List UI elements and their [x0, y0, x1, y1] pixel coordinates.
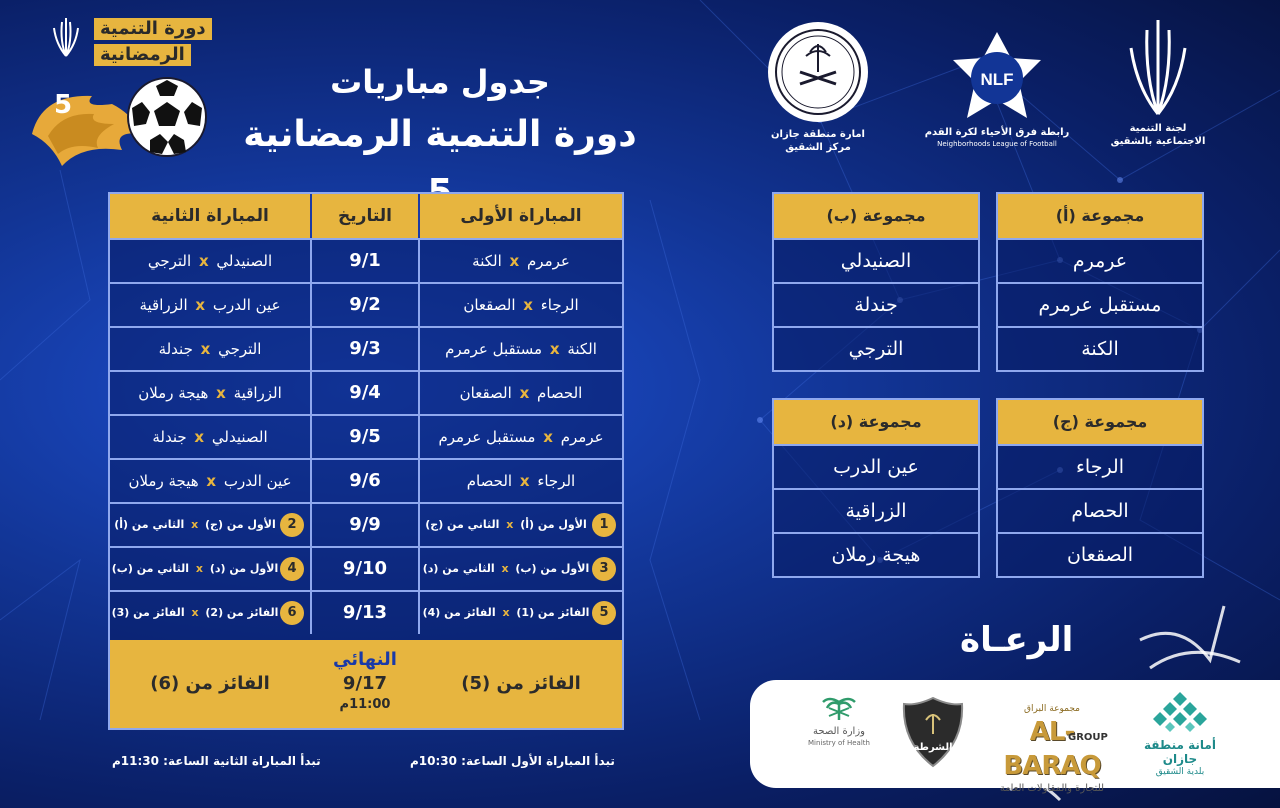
badge-title-line1: دورة التنمية — [94, 18, 212, 40]
team: جندلة — [152, 428, 187, 446]
match-schedule-table — [108, 192, 624, 730]
final-info — [310, 640, 420, 728]
first-match — [420, 504, 622, 546]
group-team: هيجة رملان — [774, 532, 978, 576]
match-date: 9/9 — [310, 504, 420, 546]
second-match — [110, 504, 310, 546]
albaraq-group-logo — [990, 704, 1114, 795]
group-team: الصقعان — [998, 532, 1202, 576]
final-team2: الفائز من (6) — [150, 673, 270, 694]
table-row — [110, 414, 622, 458]
versus-mark: x — [519, 472, 530, 490]
police-logo — [896, 694, 970, 774]
group-team: الرجاء — [998, 444, 1202, 488]
second-match — [110, 240, 310, 282]
team: الصنيدلي — [211, 428, 268, 446]
versus-mark: x — [200, 340, 211, 358]
group-team: الزراقية — [774, 488, 978, 532]
knockout-row — [110, 590, 622, 634]
team: الصقعان — [459, 384, 512, 402]
versus-mark: x — [198, 252, 209, 270]
second-match — [110, 592, 310, 634]
match-date: 9/6 — [310, 460, 420, 502]
match-date: 9/2 — [310, 284, 420, 326]
versus-mark: x — [543, 428, 553, 446]
team: الفائز من (1) — [516, 606, 590, 619]
group-team: الترجي — [774, 326, 978, 370]
group-team: جندلة — [774, 282, 978, 326]
versus-mark: x — [506, 518, 514, 531]
committee-caption-line2: الاجتماعية بالشقيق — [1110, 136, 1206, 147]
title-line2: دورة التنمية الرمضانية — [243, 114, 637, 155]
match-date: 9/4 — [310, 372, 420, 414]
group-team: الحصام — [998, 488, 1202, 532]
match-number: 2 — [280, 513, 304, 537]
versus-mark: x — [501, 562, 509, 575]
team: الثاني من (ج) — [425, 518, 500, 531]
versus-mark: x — [523, 296, 533, 314]
versus-mark: x — [216, 384, 226, 402]
team: الأول من (ج) — [205, 518, 276, 531]
table-row — [110, 370, 622, 414]
match-number: 3 — [592, 557, 616, 581]
amana-subtitle: بلدية الشقيق — [1155, 767, 1205, 777]
nlf-caption-ar: رابطة فرق الأحياء لكرة القدم — [924, 127, 1070, 138]
group-c — [996, 398, 1204, 578]
match-date: 9/5 — [310, 416, 420, 458]
title-line1: جدول مباريات — [330, 63, 550, 101]
amana-lattice-icon — [1145, 690, 1215, 734]
team: الفائز من (4) — [422, 606, 496, 619]
match-date: 9/10 — [310, 548, 420, 590]
first-match — [420, 328, 622, 370]
versus-mark: x — [191, 606, 199, 619]
first-match — [420, 460, 622, 502]
match-number: 6 — [280, 601, 304, 625]
group-d — [772, 398, 980, 578]
albaraq-subtitle: للتجارة والمقاولات العامة — [999, 783, 1105, 794]
jazan-municipality-logo — [1130, 690, 1230, 778]
header-second-match: المباراة الثانية — [151, 206, 269, 226]
group-title: مجموعة (ب) — [774, 194, 978, 238]
team: الحصام — [466, 472, 513, 490]
team: الثاني من (أ) — [114, 518, 185, 531]
group-b — [772, 192, 980, 372]
moh-caption-en: Ministry of Health — [808, 739, 870, 747]
team: الترجي — [147, 252, 192, 270]
table-row — [110, 326, 622, 370]
albaraq-arabic-name: مجموعة البراق — [1024, 704, 1080, 714]
tournament-badge — [22, 14, 222, 174]
group-team: الصنيدلي — [774, 238, 978, 282]
committee-caption-line1: لجنة التنمية — [1129, 123, 1187, 134]
versus-mark: x — [195, 562, 203, 575]
knockout-row — [110, 502, 622, 546]
second-match — [110, 372, 310, 414]
team: عرمرم — [560, 428, 604, 446]
match-number: 5 — [592, 601, 616, 625]
team: عين الدرب — [223, 472, 292, 490]
group-title: مجموعة (د) — [774, 400, 978, 444]
sponsors-title: الرعـاة — [960, 620, 1074, 660]
schedule-header — [110, 194, 622, 238]
team: الفائز من (2) — [205, 606, 279, 619]
final-row — [110, 640, 622, 728]
team: الرجاء — [540, 296, 579, 314]
team: مستقبل عرمرم — [445, 340, 543, 358]
team: الكنة — [472, 252, 502, 270]
team: الفائز من (3) — [111, 606, 185, 619]
match-number: 1 — [592, 513, 616, 537]
albaraq-group-label: GROUP — [1068, 732, 1108, 743]
team: الأول من (أ) — [520, 518, 587, 531]
group-team: الكنة — [998, 326, 1202, 370]
match-date: 9/13 — [310, 592, 420, 634]
police-caption: الشرطة — [913, 742, 953, 753]
versus-mark: x — [191, 518, 199, 531]
health-palm-icon — [819, 692, 859, 722]
nlf-star-icon — [949, 30, 1045, 122]
nlf-mark: NLF — [980, 70, 1014, 89]
table-row — [110, 238, 622, 282]
match-date: 9/3 — [310, 328, 420, 370]
team: هيجة رملان — [128, 472, 199, 490]
match-date: 9/1 — [310, 240, 420, 282]
versus-mark: x — [549, 340, 560, 358]
group-a — [996, 192, 1204, 372]
group-team: مستقبل عرمرم — [998, 282, 1202, 326]
team: عين الدرب — [212, 296, 281, 314]
second-match — [110, 460, 310, 502]
police-shield-icon — [900, 694, 966, 770]
amana-name: أمانة منطقة جازان — [1144, 738, 1216, 766]
moh-caption-ar: وزارة الصحة — [813, 726, 865, 737]
team: الترجي — [218, 340, 262, 358]
first-match — [420, 592, 622, 634]
group-team: عين الدرب — [774, 444, 978, 488]
team: الزراقية — [139, 296, 188, 314]
ministry-of-health-logo — [794, 692, 884, 748]
team: الأول من (ب) — [515, 562, 590, 575]
first-match — [420, 284, 622, 326]
team: هيجة رملان — [138, 384, 209, 402]
versus-mark: x — [502, 606, 510, 619]
versus-mark: x — [194, 428, 205, 446]
header-first-match: المباراة الأولى — [460, 206, 582, 226]
badge-title-line2: الرمضانية — [94, 44, 191, 66]
team: الرجاء — [537, 472, 576, 490]
second-match — [110, 284, 310, 326]
second-match — [110, 548, 310, 590]
albaraq-wordmark: AL-BARAQ — [1003, 717, 1101, 781]
team: الأول من (د) — [209, 562, 279, 575]
first-match-time-note: تبدأ المباراة الأول الساعة: 10:30م — [410, 754, 615, 768]
team: الزراقية — [233, 384, 282, 402]
knockout-row — [110, 546, 622, 590]
jazan-emirate-logo — [760, 20, 876, 154]
team: جندلة — [158, 340, 193, 358]
first-match — [420, 372, 622, 414]
nlf-logo — [922, 30, 1072, 149]
table-row — [110, 282, 622, 326]
versus-mark: x — [519, 384, 530, 402]
nlf-caption-en: Neighborhoods League of Football — [937, 140, 1057, 148]
team: الصنيدلي — [216, 252, 273, 270]
second-match-time-note: تبدأ المباراة الثانية الساعة: 11:30م — [112, 754, 321, 768]
emblem-caption-line1: امارة منطقة جازان — [771, 129, 865, 140]
first-match — [420, 548, 622, 590]
match-number: 4 — [280, 557, 304, 581]
team: مستقبل عرمرم — [438, 428, 536, 446]
first-match — [420, 240, 622, 282]
team: الحصام — [537, 384, 583, 402]
committee-logo — [1100, 18, 1216, 148]
group-title: مجموعة (ج) — [998, 400, 1202, 444]
table-row — [110, 458, 622, 502]
final-team1: الفائز من (5) — [461, 673, 581, 694]
header-date: التاريخ — [310, 194, 420, 238]
team: الثاني من (د) — [422, 562, 495, 575]
versus-mark: x — [509, 252, 520, 270]
second-match — [110, 416, 310, 458]
first-match — [420, 416, 622, 458]
team: عرمرم — [527, 252, 570, 270]
final-time: 11:00م — [339, 697, 391, 712]
versus-mark: x — [195, 296, 206, 314]
group-title: مجموعة (أ) — [998, 194, 1202, 238]
team: الصقعان — [463, 296, 516, 314]
emblem-icon — [766, 20, 870, 124]
final-label: النهائي — [333, 649, 397, 670]
committee-flame-icon — [46, 16, 86, 60]
team: الكنة — [567, 340, 597, 358]
final-date: 9/17 — [342, 673, 388, 694]
football-icon — [126, 76, 208, 158]
badge-number: 5 — [54, 90, 73, 120]
versus-mark: x — [206, 472, 217, 490]
committee-flame-icon-large — [1123, 18, 1193, 118]
team: الثاني من (ب) — [111, 562, 190, 575]
group-team: عرمرم — [998, 238, 1202, 282]
emblem-caption-line2: مركز الشقيق — [785, 142, 851, 153]
second-match — [110, 328, 310, 370]
